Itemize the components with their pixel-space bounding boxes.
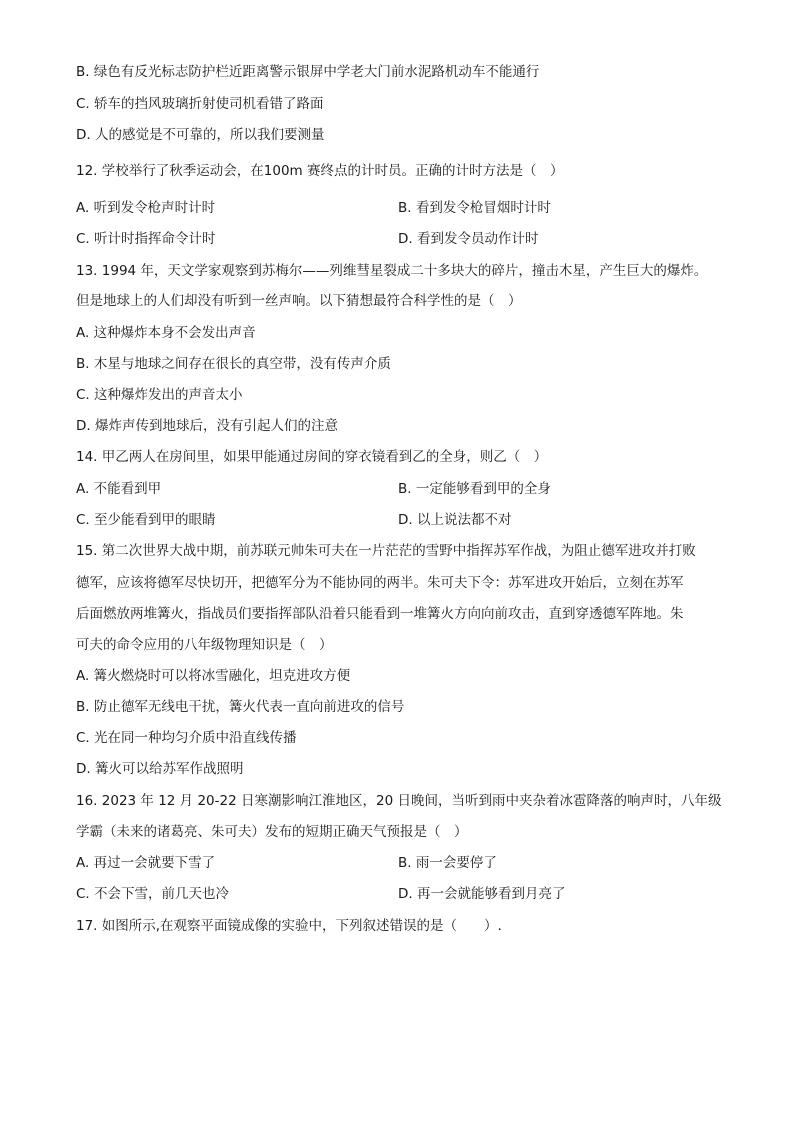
q15-stem-line-4: 可夫的命令应用的八年级物理知识是（ ）: [76, 637, 333, 653]
q12-option-d: D. 看到发令员动作计时: [398, 231, 539, 247]
q16-option-d: D. 再一会就能够看到月亮了: [398, 886, 566, 902]
q17-stem: 17. 如图所示,在观察平面镜成像的实验中，下列叙述错误的是（ ）.: [76, 918, 502, 934]
q11-option-c: C. 轿车的挡风玻璃折射使司机看错了路面: [76, 96, 324, 112]
q12-option-b: B. 看到发令枪冒烟时计时: [398, 200, 551, 216]
q11-option-d: D. 人的感觉是不可靠的，所以我们要测量: [76, 127, 325, 143]
q14-option-d: D. 以上说法都不对: [398, 512, 512, 528]
q13-option-b: B. 木星与地球之间存在很长的真空带，没有传声介质: [76, 356, 391, 372]
q16-option-b: B. 雨一会要停了: [398, 855, 497, 871]
q14-option-b: B. 一定能够看到甲的全身: [398, 481, 551, 497]
q15-stem-line-1: 15. 第二次世界大战中期，前苏联元帅朱可夫在一片茫茫的雪野中指挥苏军作战，为阻止德军进攻并打败: [76, 543, 696, 559]
q16-stem-line-2: 学霸（未来的诸葛亮、朱可夫）发布的短期正确天气预报是（ ）: [76, 824, 468, 840]
q13-stem-line-1: 13. 1994 年，天文学家观察到苏梅尔——列维彗星裂成二十多块大的碎片，撞击木星，产生巨大的爆炸。: [76, 263, 708, 279]
q15-option-b: B. 防止德军无线电干扰，篝火代表一直向前进攻的信号: [76, 699, 405, 715]
q12-option-c: C. 听计时指挥命令计时: [76, 231, 216, 247]
q13-option-a: A. 这种爆炸本身不会发出声音: [76, 325, 256, 341]
q15-option-c: C. 光在同一种均匀介质中沿直线传播: [76, 730, 297, 746]
q13-option-d: D. 爆炸声传到地球后，没有引起人们的注意: [76, 418, 338, 434]
q15-option-a: A. 篝火燃烧时可以将冰雪融化，坦克进攻方便: [76, 668, 351, 684]
q14-option-c: C. 至少能看到甲的眼睛: [76, 512, 216, 528]
q15-stem-line-3: 后面燃放两堆篝火，指战员们要指挥部队沿着只能看到一堆篝火方向向前攻击，直到穿透德军阵地。朱: [76, 606, 684, 622]
q12-option-a: A. 听到发令枪声时计时: [76, 200, 216, 216]
q15-stem-line-2: 德军，应该将德军尽快切开，把德军分为不能协同的两半。朱可夫下令：苏军进攻开始后，立刻在苏军: [76, 575, 684, 591]
q13-option-c: C. 这种爆炸发出的声音太小: [76, 387, 243, 403]
q13-stem-line-2: 但是地球上的人们却没有听到一丝声响。以下猜想最符合科学性的是（ ）: [76, 293, 522, 309]
q14-option-a: A. 不能看到甲: [76, 481, 162, 497]
q14-stem: 14. 甲乙两人在房间里，如果甲能通过房间的穿衣镜看到乙的全身，则乙（ ）: [76, 449, 548, 465]
q12-stem: 12. 学校举行了秋季运动会，在100m 赛终点的计时员。正确的计时方法是（ ）: [76, 163, 564, 179]
q16-option-c: C. 不会下雪，前几天也冷: [76, 886, 230, 902]
q16-option-a: A. 再过一会就要下雪了: [76, 855, 216, 871]
q16-stem-line-1: 16. 2023 年 12 月 20-22 日寒潮影响江淮地区，20 日晚间，当听到雨中夹杂着冰雹降落的响声时，八年级: [76, 793, 722, 809]
q15-option-d: D. 篝火可以给苏军作战照明: [76, 761, 244, 777]
q11-option-b: B. 绿色有反光标志防护栏近距离警示银屏中学老大门前水泥路机动车不能通行: [76, 64, 540, 80]
